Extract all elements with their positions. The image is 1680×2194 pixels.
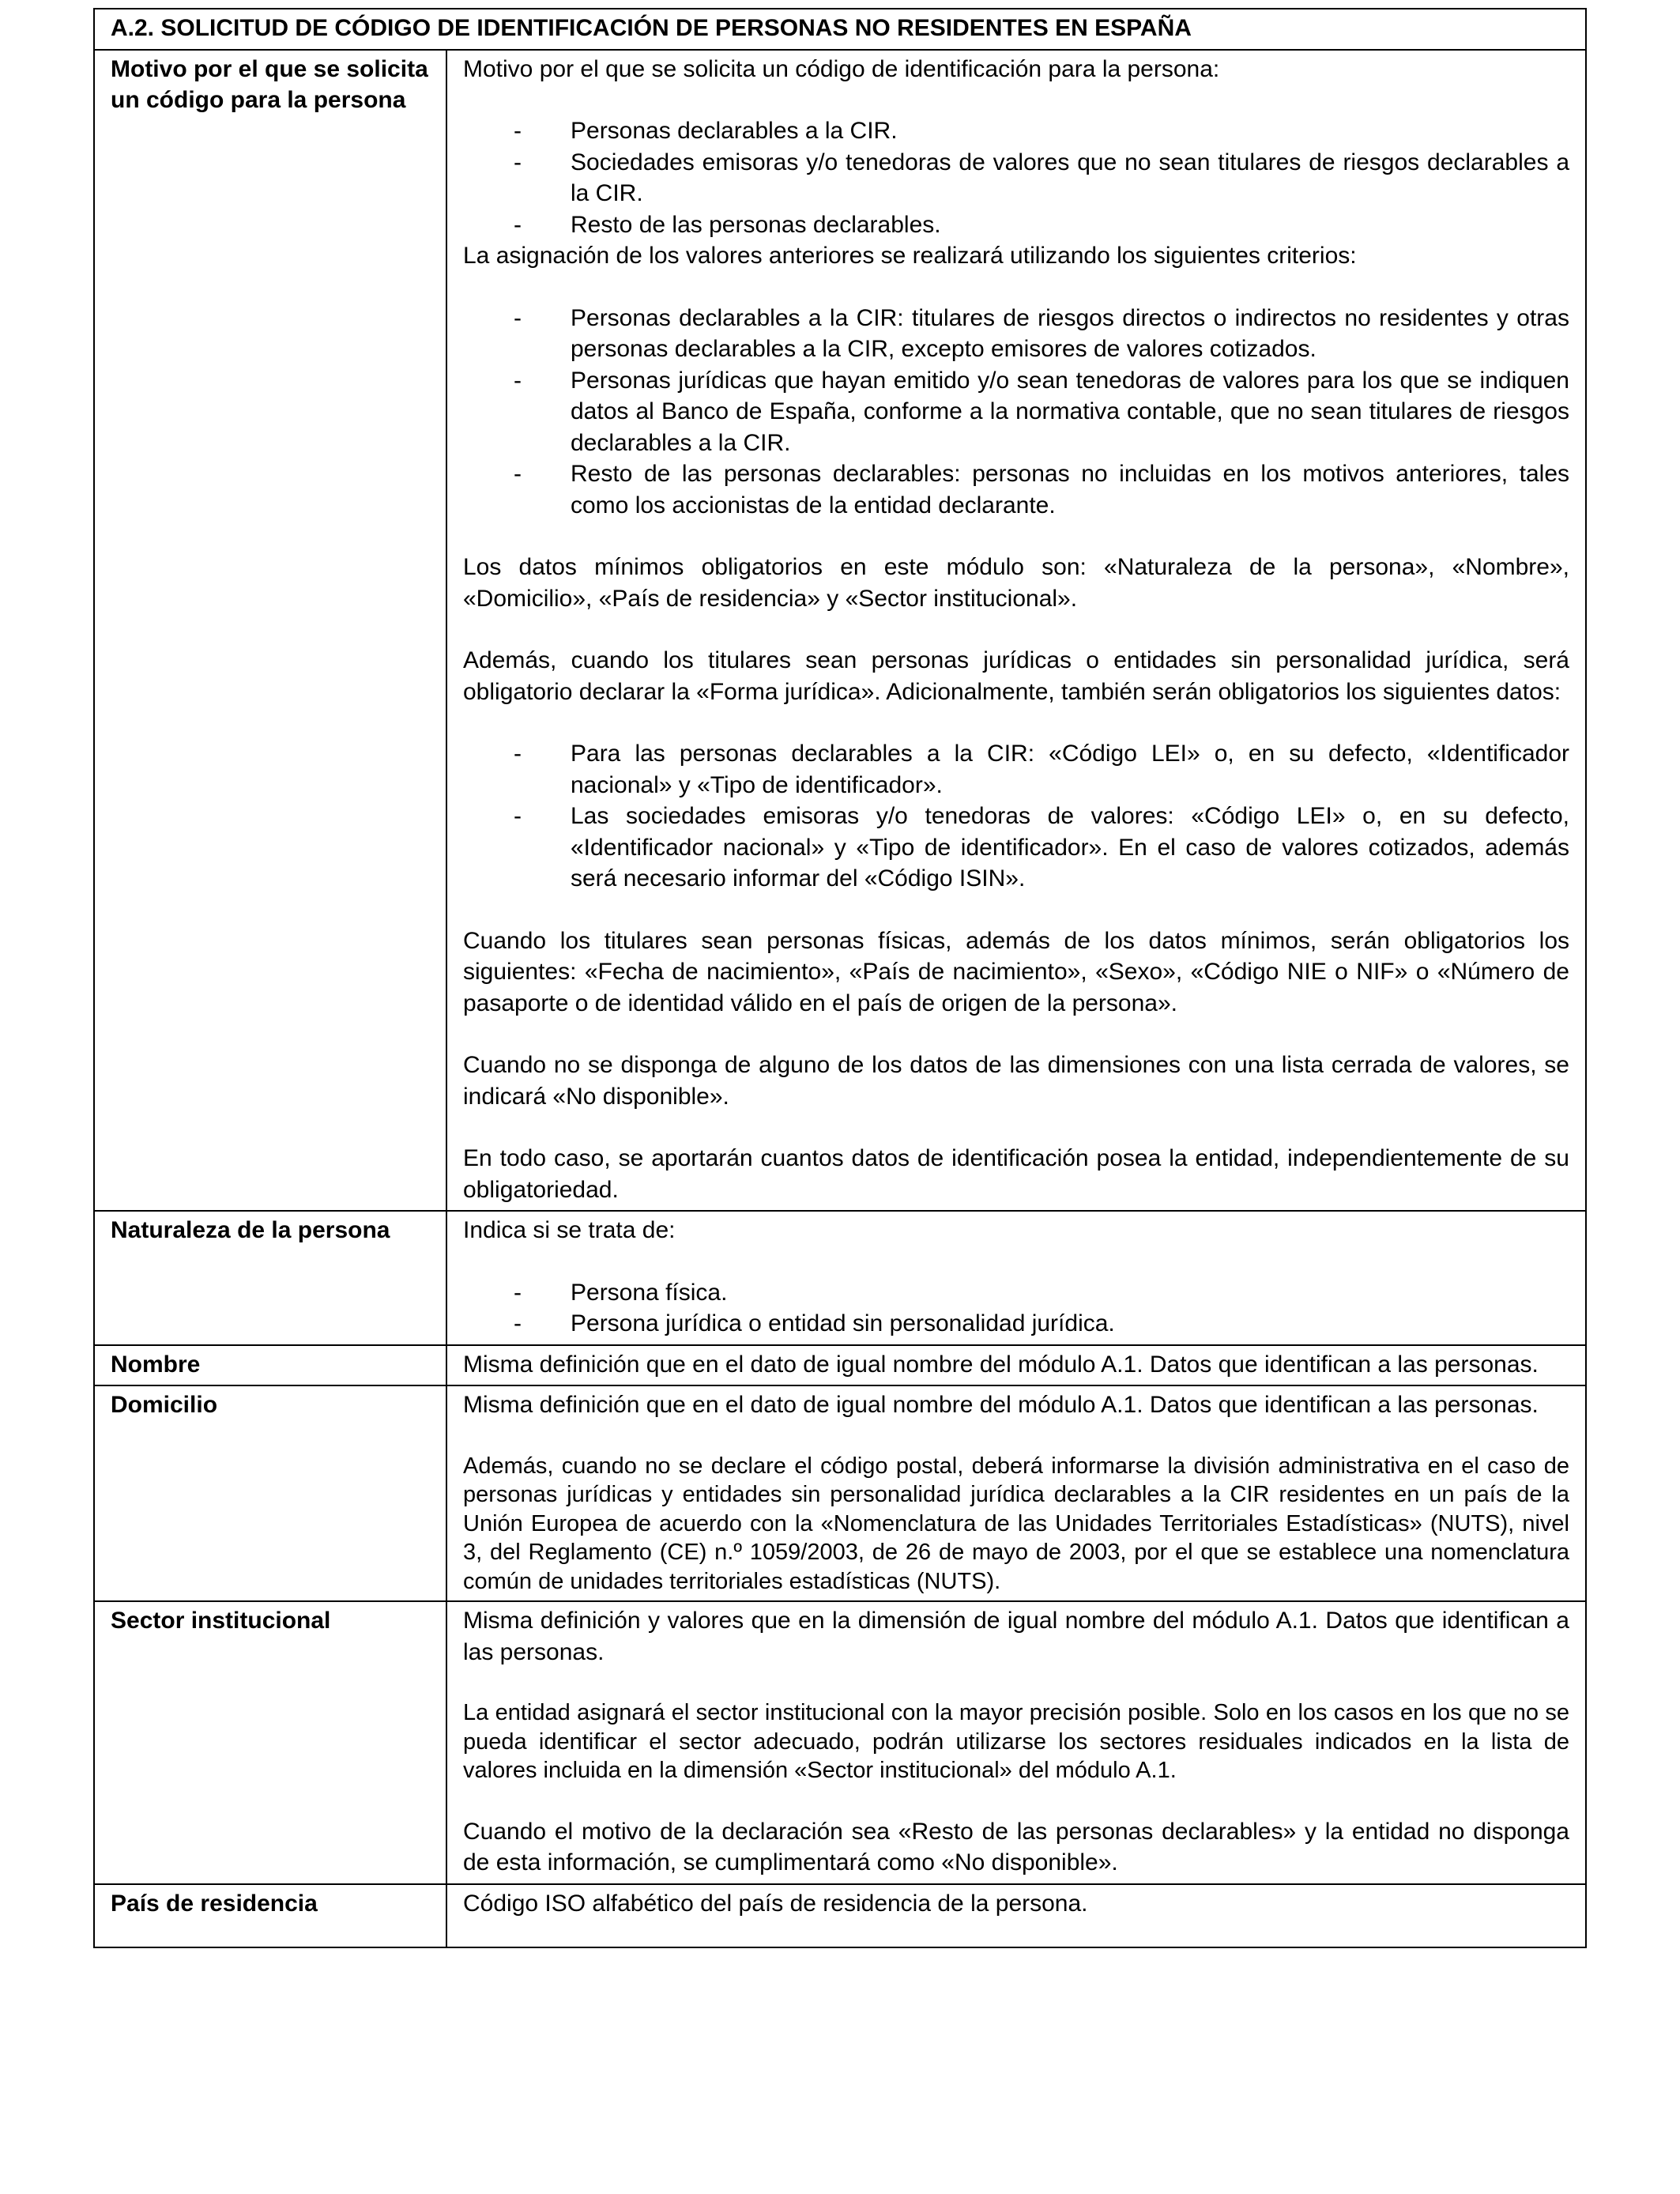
field-description-naturaleza [446, 1211, 1586, 1345]
table-row [94, 1211, 1586, 1345]
section-title: A.2. SOLICITUD DE CÓDIGO DE IDENTIFICACIÓN DE PERSONAS NO RESIDENTES EN ESPAÑA [94, 9, 1586, 50]
paragraph: Además, cuando los titulares sean personas jurídicas o entidades sin personalidad jurídica, será obligatorio declarar la «Forma jurídica». Adicionalmente, también serán obligatorios los siguientes datos: [463, 647, 1569, 705]
paragraph: Misma definición que en el dato de igual nombre del módulo A.1. Datos que identifican a las personas. [463, 1351, 1539, 1378]
paragraph: Los datos mínimos obligatorios en este módulo son: «Naturaleza de la persona», «Nombre», «Domicilio», «País de residencia» y «Sector institucional». [463, 554, 1569, 612]
field-description-nombre [446, 1345, 1586, 1386]
list-item: - Personas declarables a la CIR. [463, 115, 1569, 147]
list-item: - Persona física. [463, 1277, 1569, 1309]
list-item: - Personas jurídicas que hayan emitido y/o sean tenedoras de valores para los que se indiquen datos al Banco de España, conforme a la normativa contable, que no sean titulares de riesgos declarables a la CIR. [463, 365, 1569, 459]
table-row [94, 50, 1586, 1212]
paragraph: Cuando no se disponga de alguno de los datos de las dimensiones con una lista cerrada de valores, se indicará «No disponible». [463, 1052, 1569, 1110]
list-item: - Las sociedades emisoras y/o tenedoras de valores: «Código LEI» o, en su defecto, «Identificador nacional» y «Tipo de identificador». En el caso de valores cotizados, además será necesario informar del «Código ISIN». [463, 801, 1569, 895]
list-item: - Resto de las personas declarables: personas no incluidas en los motivos anteriores, tales como los accionistas de la entidad declarante. [463, 458, 1569, 521]
field-label-motivo: Motivo por el que se solicita un código para la persona [94, 50, 446, 1212]
paragraph: Misma definición y valores que en la dimensión de igual nombre del módulo A.1. Datos que identifican a las personas. [463, 1608, 1569, 1665]
field-label-nombre: Nombre [94, 1345, 446, 1386]
paragraph: Código ISO alfabético del país de residencia de la persona. [463, 1890, 1088, 1917]
list-item: - Persona jurídica o entidad sin personalidad jurídica. [463, 1308, 1569, 1340]
paragraph: Cuando los titulares sean personas físicas, además de los datos mínimos, serán obligatorios los siguientes: «Fecha de nacimiento», «País de nacimiento», «Sexo», «Código NIE o NIF» o «Número de pasaporte o de identidad válido en el país de origen de la persona». [463, 927, 1569, 1016]
paragraph: En todo caso, se aportarán cuantos datos de identificación posea la entidad, independientemente de su obligatoriedad. [463, 1145, 1569, 1203]
module-a2-table [93, 8, 1587, 1948]
paragraph: Misma definición que en el dato de igual nombre del módulo A.1. Datos que identifican a las personas. [463, 1392, 1539, 1418]
field-description-motivo [446, 50, 1586, 1212]
paragraph: La asignación de los valores anteriores se realizará utilizando los siguientes criterios: [463, 243, 1357, 269]
paragraph: La entidad asignará el sector institucional con la mayor precisión posible. Solo en los casos en los que no se pueda identificar el sector adecuado, podrán utilizarse los sectores residuales indicados en la lista de valores incluida en la dimensión «Sector institucional» del módulo A.1. [463, 1700, 1569, 1783]
field-label-pais: País de residencia [94, 1884, 446, 1947]
field-label-naturaleza: Naturaleza de la persona [94, 1211, 446, 1345]
field-label-domicilio: Domicilio [94, 1385, 446, 1601]
list-item: - Sociedades emisoras y/o tenedoras de valores que no sean titulares de riesgos declarables a la CIR. [463, 147, 1569, 209]
required-data-list [463, 738, 1569, 895]
table-row [94, 1884, 1586, 1947]
list-item: - Para las personas declarables a la CIR: «Código LEI» o, en su defecto, «Identificador nacional» y «Tipo de identificador». [463, 738, 1569, 801]
field-description-domicilio [446, 1385, 1586, 1601]
value-list [463, 1277, 1569, 1340]
table-row [94, 1601, 1586, 1884]
title-row [94, 9, 1586, 50]
criteria-list [463, 303, 1569, 522]
table-row [94, 1345, 1586, 1386]
paragraph: Además, cuando no se declare el código postal, deberá informarse la división administrativa en el caso de personas jurídicas y entidades sin personalidad jurídica declarables a la CIR residentes en un país de la Unión Europea de acuerdo con la «Nomenclatura de las Unidades Territoriales Estadísticas» (NUTS), nivel 3, del Reglamento (CE) n.º 1059/2003, de 26 de mayo de 2003, por el que se establece una nomenclatura común de unidades territoriales estadísticas (NUTS). [463, 1453, 1569, 1594]
paragraph: Indica si se trata de: [463, 1217, 676, 1243]
field-label-sector: Sector institucional [94, 1601, 446, 1884]
paragraph: Motivo por el que se solicita un código de identificación para la persona: [463, 55, 1220, 82]
paragraph: Cuando el motivo de la declaración sea «Resto de las personas declarables» y la entidad no disponga de esta información, se cumplimentará como «No disponible». [463, 1818, 1569, 1875]
field-description-sector [446, 1601, 1586, 1884]
list-item: - Resto de las personas declarables. [463, 209, 1569, 241]
list-item: - Personas declarables a la CIR: titulares de riesgos directos o indirectos no residentes y otras personas declarables a la CIR, excepto emisores de valores cotizados. [463, 303, 1569, 365]
table-row [94, 1385, 1586, 1601]
field-description-pais [446, 1884, 1586, 1947]
value-list [463, 115, 1569, 240]
